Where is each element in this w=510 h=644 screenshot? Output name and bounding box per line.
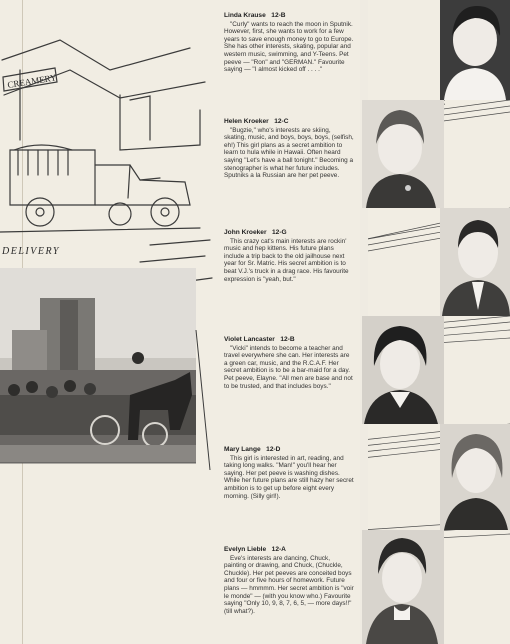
student-grade: 12-C [274, 118, 289, 125]
student-grade: 12-D [266, 446, 281, 453]
student-bio: "Vicki" intends to become a teacher and travel everywhere she can. Her interests are a green car, music, and the R.C.A.F. Her secret ambition is to be a bar-maid for a day. Pet peeve, Elayne. "All men are base and not to be trusted, and that includes boys." [224, 344, 353, 390]
student-bio: This crazy cat's main interests are rockin' music and hep kittens. His future plans include a trip back to the old jailhouse next year for Sr. Matric. His secret ambition is to beat V.J.'s truck in a drag race. His favourite expression is "yeah, but." [224, 237, 349, 283]
student-heading [224, 336, 354, 344]
student-bio: Eve's interests are dancing, Chuck, painting or drawing, and Chuck, (Chuckle, Chuckle). Her pet peeves are conceited boys and four or five hours of homework. Future plans — hmmmm. Her secret ambition is "voir le monde" — (with you know who.) Favourite saying "Only 10, 9, 8, 7, 6, 5, — more days!!" (till what?). [224, 554, 354, 615]
student-grade: 12-G [272, 229, 287, 236]
student-name: Evelyn Lieble [224, 546, 267, 553]
student-bio: "Bugzie," who's interests are skiing, skating, music, and boys, boys, boys, (selfish, eh!) This girl plans as a secret ambition to learn to hula while in Hawaii. Often heard saying "Let's have a ball tonight." Becoming a stenographer is what her future includes. Sputniks a la Russian are her pet peeve. [224, 126, 354, 180]
student-heading [224, 118, 354, 126]
creamery-sign-text: CREAMERY [6, 72, 58, 90]
student-name: Violet Lancaster [224, 336, 275, 343]
portrait-photo [362, 316, 444, 424]
student-grade: 12-A [271, 546, 286, 553]
portrait-photo [440, 208, 510, 316]
student-entry [224, 546, 354, 615]
student-name: Mary Lange [224, 446, 261, 453]
student-grade: 12-B [271, 12, 286, 19]
delivery-side-text: DELIVERY [2, 246, 60, 257]
creamery-delivery-illustration [0, 0, 215, 644]
student-grade: 12-B [280, 336, 295, 343]
student-name: John Kroeker [224, 229, 267, 236]
student-heading [224, 229, 354, 237]
student-heading [224, 12, 354, 20]
portrait-column [360, 0, 510, 644]
student-entry [224, 118, 354, 180]
student-name: Helen Kroeker [224, 118, 269, 125]
student-bio: "Curly" wants to reach the moon in Sputnik. However, first, she wants to work for a few years to save enough money to go to Europe. She has other interests, skating, popular and western music, swimming, and Y-Teens. Pet peeve — "Ron" and "GERMAN." Favourite saying — "I almost kicked off . . . ." [224, 20, 354, 74]
student-heading [224, 446, 354, 454]
student-entry [224, 446, 354, 500]
portrait-photo [440, 0, 510, 100]
portrait-photo [440, 424, 510, 530]
student-entry [224, 229, 354, 283]
portrait-photo [362, 530, 444, 644]
student-name: Linda Krause [224, 12, 266, 19]
portrait-photo [362, 100, 444, 208]
student-entry [224, 12, 354, 74]
horse-wagon-photo [0, 268, 196, 463]
student-bio: This girl is interested in art, reading, and taking long walks. "Man!" you'll hear her saying. Her pet peeve is washing dishes. While her future plans are still hazy her secret ambition is to get up before eight every morning. (Silly girl!). [224, 454, 354, 500]
student-heading [224, 546, 354, 554]
student-entry [224, 336, 354, 390]
